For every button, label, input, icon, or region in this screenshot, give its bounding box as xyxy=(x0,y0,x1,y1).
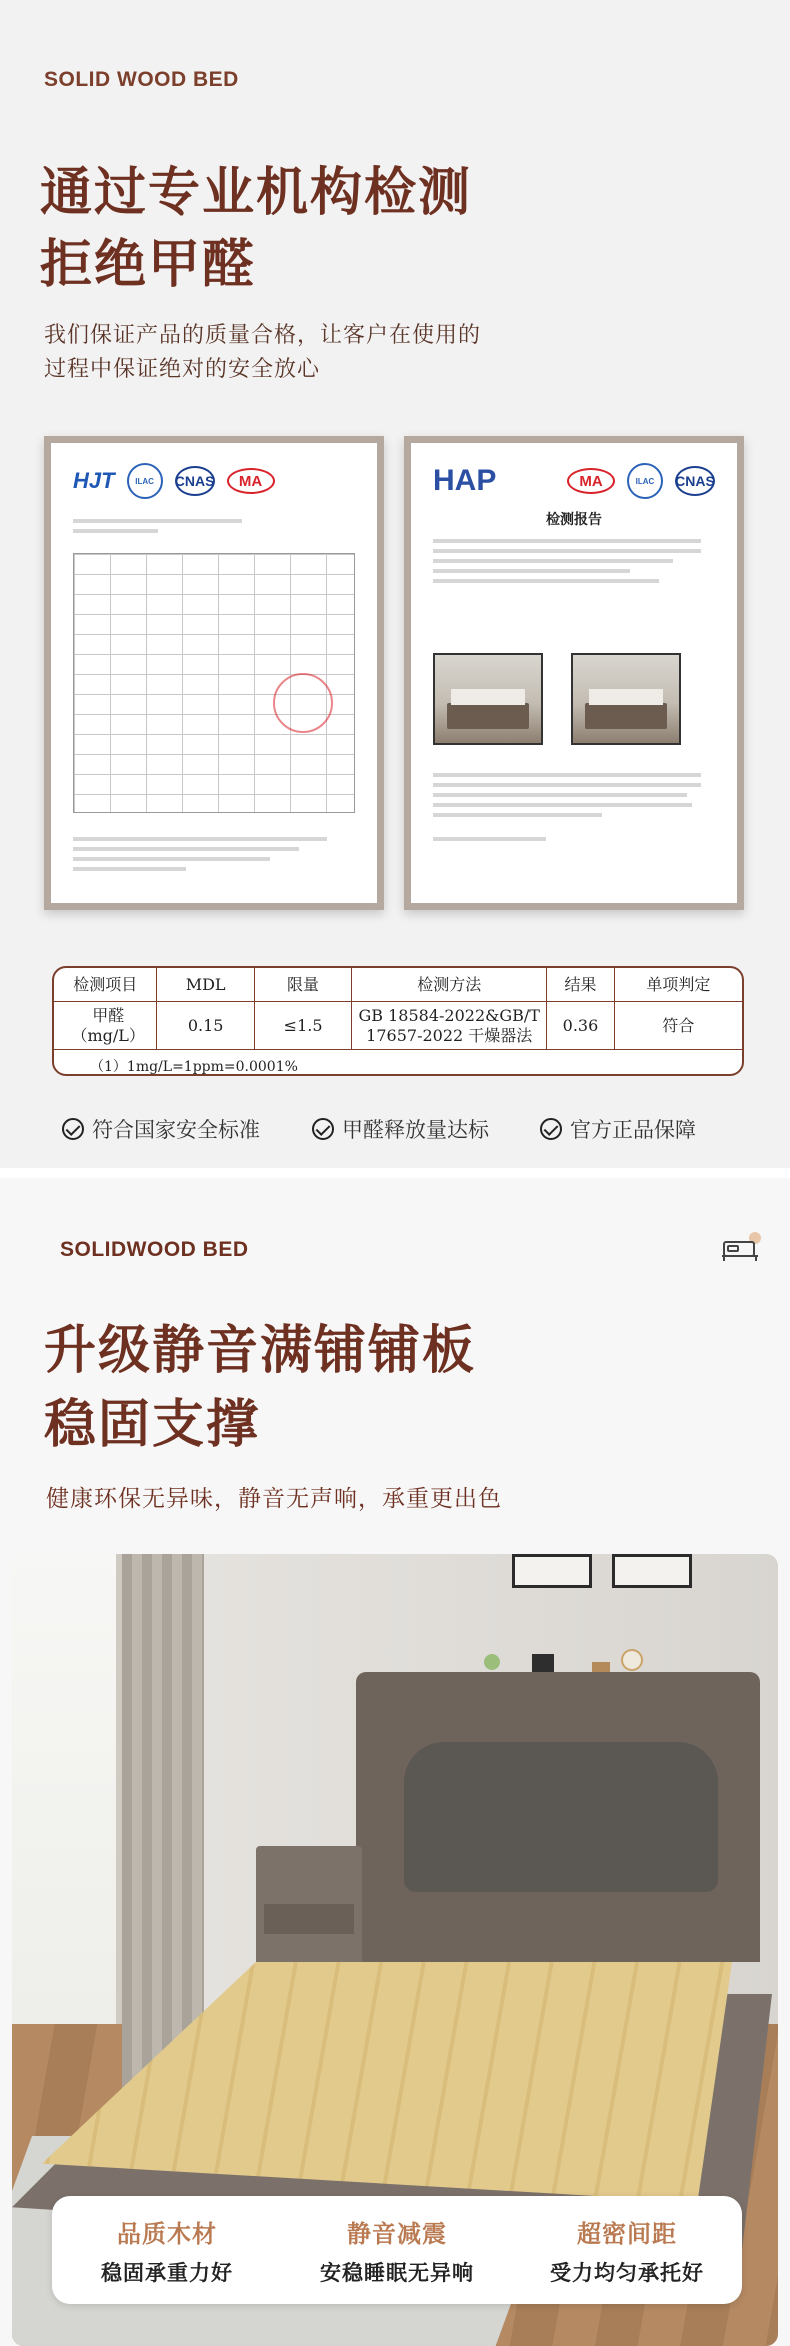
window xyxy=(12,1554,122,2024)
bed-icon xyxy=(720,1230,764,1266)
table-header: 检测项目 xyxy=(54,968,157,1001)
feature-desc: 安稳睡眠无异响 xyxy=(320,2260,474,2285)
feature-title: 超密间距 xyxy=(577,2219,677,2248)
table-row xyxy=(54,1002,742,1050)
feature-title: 品质木材 xyxy=(117,2219,217,2248)
section-title-line1: 通过专业机构检测 xyxy=(40,163,473,223)
certificate-paper xyxy=(411,443,737,903)
feature-item xyxy=(52,2196,282,2304)
shelf-decor xyxy=(472,1646,672,1674)
bed-photo xyxy=(571,653,681,745)
feature-item xyxy=(512,2196,742,2304)
section-subtitle: 健康环保无异味，静音无声响，承重更出色 xyxy=(46,1486,502,1512)
feature-desc: 受力均匀承托好 xyxy=(550,2260,704,2285)
curtain xyxy=(122,1554,204,2094)
nightstand xyxy=(256,1846,362,1974)
table-note: （1）1mg/L=1ppm=0.0001% xyxy=(90,1059,298,1075)
certificate-left xyxy=(44,436,384,910)
table-cell: 0.15 xyxy=(157,1002,254,1049)
red-stamp xyxy=(273,673,333,733)
check-circle-icon xyxy=(62,1118,84,1140)
formaldehyde-test-table xyxy=(52,966,744,1076)
table-header: 结果 xyxy=(547,968,615,1001)
hjt-logo: HJT xyxy=(73,468,115,493)
slat-board-section xyxy=(0,1178,790,2346)
feature-item xyxy=(282,2196,512,2304)
feature-desc: 稳固承重力好 xyxy=(101,2260,233,2285)
table-header-row xyxy=(54,968,742,1002)
certification-section xyxy=(0,0,790,1168)
section-subtitle-line2: 过程中保证绝对的安全放心 xyxy=(44,357,321,382)
ma-logo: MA xyxy=(227,468,275,494)
check-circle-icon xyxy=(312,1118,334,1140)
wall-picture xyxy=(612,1554,692,1588)
table-header: MDL xyxy=(157,968,254,1001)
assurance-label: 甲醛释放量达标 xyxy=(342,1118,489,1142)
feature-title: 静音减震 xyxy=(347,2219,447,2248)
certificate-right xyxy=(404,436,744,910)
report-lines xyxy=(433,539,715,589)
bed-photo xyxy=(433,653,543,745)
certificate-header-lines xyxy=(73,519,355,539)
table-cell: 甲醛（mg/L） xyxy=(54,1002,157,1049)
certificate-paper xyxy=(51,443,377,903)
check-circle-icon xyxy=(540,1118,562,1140)
certificate-logos xyxy=(73,461,355,501)
table-header: 单项判定 xyxy=(646,974,711,994)
certificate-footer-lines xyxy=(73,837,355,877)
cnas-logo: CNAS xyxy=(675,466,715,496)
assurance-label: 官方正品保障 xyxy=(570,1118,696,1142)
section-eyebrow: SOLID WOOD BED xyxy=(44,68,239,91)
table-header: 限量 xyxy=(255,968,352,1001)
report-footer-lines xyxy=(433,773,715,847)
ilac-logo: ILAC xyxy=(127,463,163,499)
table-cell: 0.36 xyxy=(547,1002,615,1049)
table-cell: GB 18584-2022&GB/T 17657-2022 干燥器法 xyxy=(352,1002,547,1049)
wall-picture xyxy=(512,1554,592,1588)
assurance-item xyxy=(62,1114,260,1144)
assurance-label: 符合国家安全标准 xyxy=(92,1118,260,1142)
hap-logo: HAP xyxy=(433,464,497,497)
bedroom-photo xyxy=(12,1554,778,2346)
certificate-logos xyxy=(433,461,715,501)
section-eyebrow: SOLIDWOOD BED xyxy=(60,1238,249,1261)
section-title-line2: 稳固支撑 xyxy=(44,1395,261,1455)
table-cell: 符合 xyxy=(662,1015,695,1035)
assurance-item xyxy=(540,1114,696,1144)
table-cell: ≤1.5 xyxy=(255,1002,352,1049)
section-title-line2: 拒绝甲醛 xyxy=(40,235,257,295)
section-title-line1: 升级静音满铺铺板 xyxy=(44,1321,477,1381)
section-subtitle-line1: 我们保证产品的质量合格，让客户在使用的 xyxy=(44,323,482,348)
assurance-item xyxy=(312,1114,489,1144)
headboard-cushion xyxy=(404,1742,718,1892)
report-title: 检测报告 xyxy=(546,512,602,528)
table-header: 检测方法 xyxy=(352,968,547,1001)
feature-card xyxy=(52,2196,742,2304)
cnas-logo: CNAS xyxy=(175,466,215,496)
ma-logo: MA xyxy=(567,468,615,494)
ilac-logo: ILAC xyxy=(627,463,663,499)
